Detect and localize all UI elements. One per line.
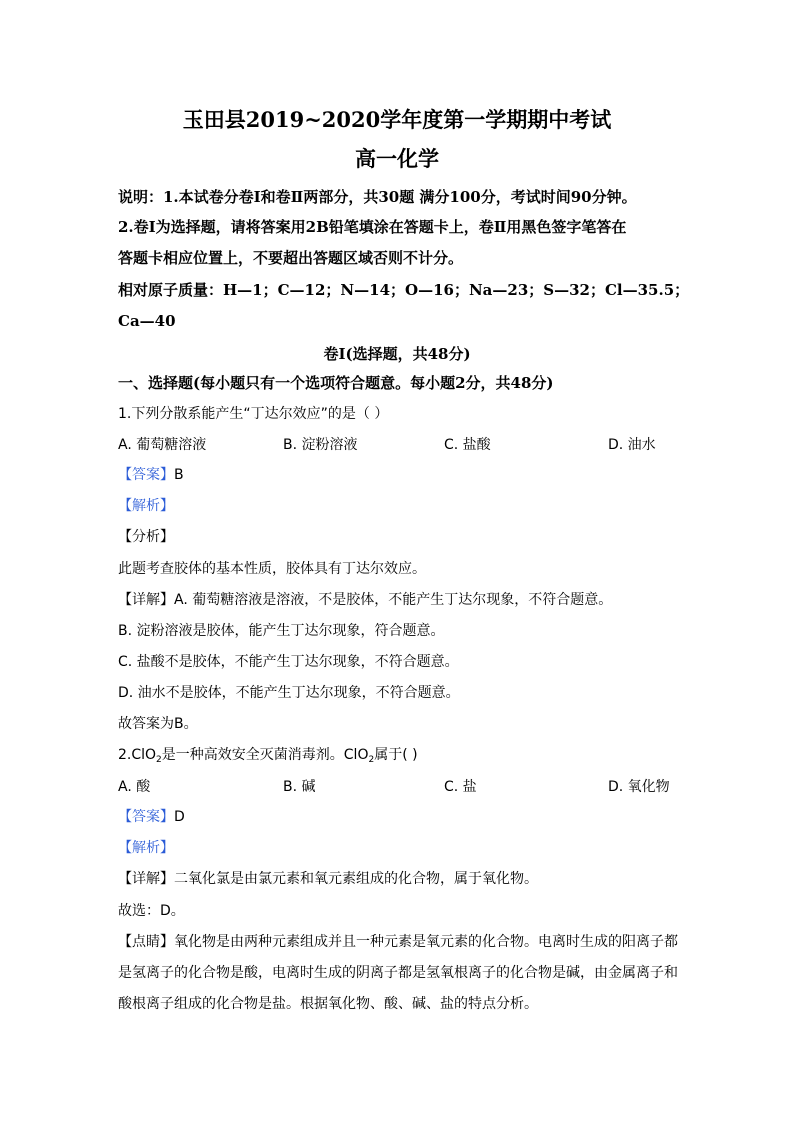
- q1-option-a: A. 葡萄糖溶液: [118, 437, 207, 453]
- tip-text-1: 氧化物是由两种元素组成并且一种元素是氧元素的化合物。电离时生成的阳离子都: [174, 934, 678, 950]
- q2-tip-3: 酸根离子组成的化合物是盐。根据氧化物、酸、碱、盐的特点分析。: [118, 996, 538, 1012]
- instructions-line-2: 2.卷Ⅰ为选择题，请将答案用2B铅笔填涂在答题卡上，卷Ⅱ用黑色签字笔答在: [118, 218, 627, 236]
- q1-analysis-tag: [118, 496, 174, 516]
- exam-subject: 高一化学: [355, 146, 439, 171]
- q1-fenxi-tag: [118, 527, 174, 547]
- q1-fenxi-text: 此题考查胶体的基本性质，胶体具有丁达尔效应。: [118, 561, 426, 577]
- q2-option-b: B. 碱: [283, 779, 316, 795]
- q2-option-a: A. 酸: [118, 779, 151, 795]
- q1-detail-d: D. 油水不是胶体，不能产生丁达尔现象，不符合题意。: [118, 685, 460, 701]
- q1-option-d: D. 油水: [608, 437, 656, 453]
- answer-value: B: [174, 467, 184, 483]
- section-title: 卷Ⅰ(选择题，共48分): [323, 345, 471, 363]
- q1-detail-c: C. 盐酸不是胶体，不能产生丁达尔现象，不符合题意。: [118, 654, 459, 670]
- atomic-mass-line-2: Ca—40: [118, 312, 176, 330]
- question-2-stem: 2.ClO$_2$是一种高效安全灭菌消毒剂。ClO$_2$属于( ): [118, 747, 418, 765]
- detail-tag: 【详解】: [118, 592, 174, 608]
- instructions-line-3: 答题卡相应位置上，不要超出答题区域否则不计分。: [118, 249, 464, 267]
- detail-tag: 【详解】: [118, 871, 174, 887]
- tip-tag: 【点睛】: [118, 934, 174, 950]
- q2-option-d: D. 氧化物: [608, 779, 670, 795]
- q1-conclusion: 故答案为B。: [118, 716, 198, 732]
- q2-analysis-tag: [118, 838, 174, 858]
- q2-tip-1: [118, 932, 678, 952]
- q2-detail: [118, 869, 538, 889]
- q2-tip-2: 是氢离子的化合物是酸，电离时生成的阴离子都是氢氧根离子的化合物是碱，由金属离子和: [118, 965, 678, 981]
- fenxi-tag: 【分析】: [118, 529, 174, 545]
- q1-detail-a: [118, 590, 612, 610]
- detail-text: 二氧化氯是由氯元素和氧元素组成的化合物，属于氧化物。: [174, 871, 538, 887]
- q2-option-c: C. 盐: [444, 779, 477, 795]
- analysis-tag: 【解析】: [118, 840, 174, 856]
- answer-value: D: [174, 809, 185, 825]
- question-1-stem: 1.下列分散系能产生“丁达尔效应”的是（ ）: [118, 406, 389, 422]
- q2-answer: [118, 807, 185, 827]
- q1-detail-b: B. 淀粉溶液是胶体，能产生丁达尔现象，符合题意。: [118, 623, 445, 639]
- instructions-line-1: 说明：1.本试卷分卷Ⅰ和卷Ⅱ两部分，共30题 满分100分，考试时间90分钟。: [118, 188, 637, 206]
- q1-option-c: C. 盐酸: [444, 437, 491, 453]
- section-part-heading: 一、选择题(每小题只有一个选项符合题意。每小题2分，共48分): [118, 374, 554, 392]
- answer-tag: 【答案】: [118, 467, 174, 483]
- exam-title: 玉田县2019~2020学年度第一学期期中考试: [182, 107, 612, 132]
- q2-conclusion: 故选：D。: [118, 903, 185, 919]
- atomic-mass-line: 相对原子质量：H—1；C—12；N—14；O—16；Na—23；S—32；Cl—35.5；: [118, 281, 690, 299]
- answer-tag: 【答案】: [118, 809, 174, 825]
- q1-answer: [118, 465, 184, 485]
- detail-a-text: A. 葡萄糖溶液是溶液，不是胶体，不能产生丁达尔现象，不符合题意。: [174, 592, 613, 608]
- q1-option-b: B. 淀粉溶液: [283, 437, 358, 453]
- analysis-tag: 【解析】: [118, 498, 174, 514]
